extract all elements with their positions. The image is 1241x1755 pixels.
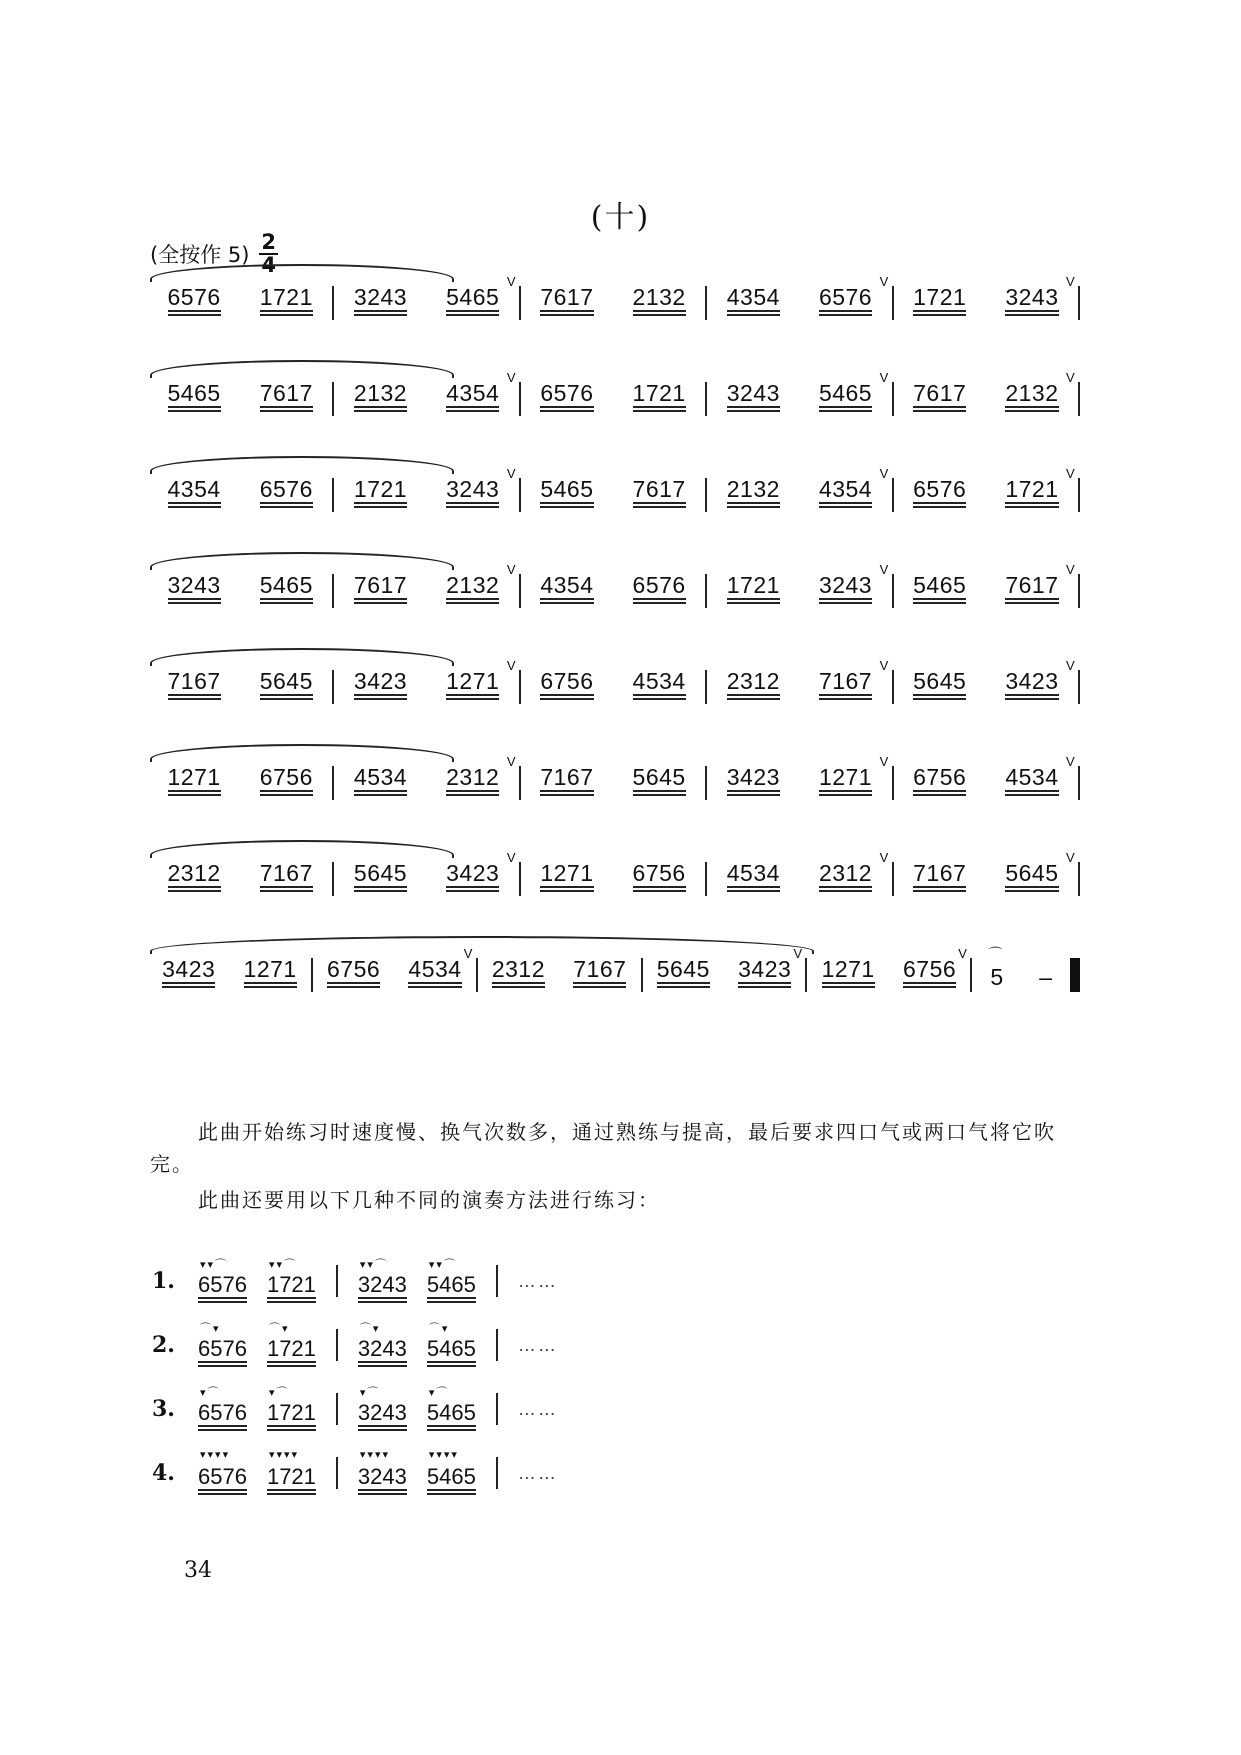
note-group: 4354 (168, 476, 221, 509)
measure (521, 476, 705, 512)
note-group: 3423 (162, 956, 215, 989)
note-group: 3423 (354, 668, 407, 701)
score-row (148, 358, 1080, 428)
note-group: 7167 (913, 860, 966, 893)
measure (894, 860, 1078, 896)
note-group: 1271 (446, 668, 499, 701)
slur-mark (150, 264, 454, 282)
note-group: 7167 (168, 668, 221, 701)
piece-title: (十) (590, 200, 651, 235)
note-group: 6756 (260, 764, 313, 797)
articulation-mark: ⌒▾ (200, 1323, 221, 1335)
measure (707, 860, 891, 896)
note-group: 3243 (727, 380, 780, 413)
barline (496, 1393, 498, 1425)
note-group: 3243 (1005, 284, 1058, 317)
barline (1066, 850, 1080, 896)
slur-mark (150, 552, 454, 570)
fermata-icon: ⌒ (988, 946, 1003, 962)
score-row (148, 454, 1080, 524)
exercise-note-group: ▾▾▾▾ 6576 (198, 1450, 247, 1496)
fingering-note: (全按作 5) (150, 243, 250, 267)
breath-mark: V (506, 850, 516, 865)
measure (521, 860, 705, 896)
exercise-number: 2. (152, 1332, 175, 1358)
note-group: 1271 (168, 764, 221, 797)
articulation-mark: ▾⌒ (359, 1387, 381, 1399)
breath-mark: V (1066, 754, 1075, 769)
note-group: 1271 (244, 956, 297, 989)
exercise-row (152, 1448, 558, 1498)
continuation-ellipsis: …… (517, 1462, 558, 1483)
exercise-number: 1. (152, 1268, 175, 1294)
note-group: 4534 (1005, 764, 1058, 797)
breath-mark: V (506, 562, 516, 577)
breath-mark: V (1066, 370, 1075, 385)
exercise-note-group: ▾▾▾▾ 5465 (427, 1450, 476, 1496)
measure (148, 380, 332, 416)
barline (1066, 658, 1080, 704)
exercise-note-group: ⌒▾ 1721 (267, 1322, 316, 1368)
note-group: 2312 (819, 860, 872, 893)
exercise-note-group: ⌒▾ 3243 (358, 1322, 407, 1368)
hold-dash: – (1039, 964, 1052, 990)
note-group: 6756 (913, 764, 966, 797)
note-group: 4354 (446, 380, 499, 413)
measure (894, 284, 1078, 320)
exercise-row (152, 1384, 558, 1434)
exercise-note-group: ▾▾⌒ 5465 (427, 1258, 476, 1304)
breath-mark: V (463, 946, 473, 961)
measure (894, 572, 1078, 608)
barline (336, 1329, 338, 1361)
note-group: 5645 (1005, 860, 1058, 893)
note-group: 4354 (819, 476, 872, 509)
breath-mark: V (506, 466, 516, 481)
exercise-note-group: ▾⌒ 3243 (358, 1386, 407, 1432)
exercise-number: 4. (152, 1460, 175, 1486)
continuation-ellipsis: …… (517, 1270, 558, 1291)
note-group: 2132 (727, 476, 780, 509)
measure (521, 284, 705, 320)
note-group: 3423 (727, 764, 780, 797)
breath-mark: V (879, 274, 889, 289)
measure (707, 380, 891, 416)
note-group: 5645 (260, 668, 313, 701)
breath-mark: V (1066, 850, 1075, 865)
note-group: 4534 (633, 668, 686, 701)
note-group: 5645 (913, 668, 966, 701)
note-group: 7167 (260, 860, 313, 893)
measure (707, 476, 891, 512)
note-group: 6756 (327, 956, 380, 989)
articulation-mark: ▾▾⌒ (428, 1259, 457, 1271)
note-group: 5645 (633, 764, 686, 797)
measure (334, 380, 518, 416)
measure (894, 764, 1078, 800)
articulation-mark: ▾⌒ (268, 1387, 290, 1399)
note-group: 2132 (354, 380, 407, 413)
articulation-mark: ▾▾⌒ (359, 1259, 388, 1271)
measure (707, 764, 891, 800)
breath-mark: V (879, 658, 889, 673)
score-row (148, 934, 1080, 1004)
instruction-paragraph-1: 此曲开始练习时速度慢、换气次数多，通过熟练与提高，最后要求四口气或两口气将它吹完。 (150, 1120, 1056, 1176)
note-group: 5465 (446, 284, 499, 317)
measure (807, 956, 970, 992)
articulation-mark: ▾▾▾▾ (268, 1449, 300, 1461)
note-group: 2132 (1005, 380, 1058, 413)
note-group: 2312 (727, 668, 780, 701)
articulation-mark: ⌒▾ (428, 1323, 450, 1335)
measure (313, 956, 476, 992)
note-group: 1721 (633, 380, 686, 413)
time-signature-bottom: 4 (261, 253, 277, 277)
barline (1066, 274, 1080, 320)
note-group: 5465 (819, 380, 872, 413)
articulation-mark: ⌒▾ (359, 1323, 381, 1335)
note-group: 1271 (822, 956, 875, 989)
score-row (148, 550, 1080, 620)
slur-mark (150, 936, 814, 954)
exercise-note-group: ▾▾⌒ 1721 (267, 1258, 316, 1304)
measure (148, 668, 332, 704)
final-note: ⌒ 5 (988, 946, 1004, 990)
breath-mark: V (506, 658, 516, 673)
articulation-mark: ▾▾▾▾ (200, 1449, 231, 1461)
exercise-note-group: ▾▾⌒ 3243 (358, 1258, 407, 1304)
barline (336, 1393, 338, 1425)
measure (148, 860, 332, 896)
breath-mark: V (1066, 466, 1075, 481)
measure (894, 668, 1078, 704)
final-measure (972, 946, 1070, 992)
breath-mark: V (506, 274, 516, 289)
measure (334, 284, 518, 320)
breath-mark: V (958, 946, 967, 961)
exercise-row (152, 1256, 558, 1306)
barline (336, 1265, 338, 1297)
note-group: 7617 (913, 380, 966, 413)
note-group: 3243 (354, 284, 407, 317)
measure (148, 572, 332, 608)
measure (334, 668, 518, 704)
note-group: 4534 (354, 764, 407, 797)
measure (148, 284, 332, 320)
measure (334, 860, 518, 896)
note-group: 1271 (540, 860, 593, 893)
note-group: 6756 (540, 668, 593, 701)
note-group: 1721 (354, 476, 407, 509)
measure (521, 380, 705, 416)
articulation-mark: ▾▾▾▾ (359, 1449, 390, 1461)
barline (496, 1457, 498, 1489)
note-group: 3423 (1005, 668, 1058, 701)
note-group: 3243 (168, 572, 221, 605)
note-group: 7617 (260, 380, 313, 413)
note-group: 3243 (819, 572, 872, 605)
note-group: 4354 (727, 284, 780, 317)
note-group: 7617 (354, 572, 407, 605)
time-signature-top: 2 (261, 230, 277, 254)
note-group: 7167 (819, 668, 872, 701)
measure (148, 476, 332, 512)
note-group: 2312 (446, 764, 499, 797)
exercise-note-group: ▾▾⌒ 6576 (198, 1258, 247, 1304)
note-group: 3423 (738, 956, 791, 989)
measure (521, 764, 705, 800)
note-group: 6756 (633, 860, 686, 893)
measure (707, 668, 891, 704)
breath-mark: V (1066, 658, 1075, 673)
exercise-row (152, 1320, 558, 1370)
articulation-mark: ▾⌒ (200, 1387, 221, 1399)
breath-mark: V (879, 754, 889, 769)
note-group: 5465 (168, 380, 221, 413)
breath-mark: V (879, 370, 889, 385)
note-group: 5465 (540, 476, 593, 509)
exercise-note-group: ▾⌒ 1721 (267, 1386, 316, 1432)
exercise-note-group: ▾▾▾▾ 3243 (358, 1450, 407, 1496)
slur-mark (150, 840, 454, 858)
note-group: 3423 (446, 860, 499, 893)
note-group: 5465 (913, 572, 966, 605)
exercise-note-group: ▾▾▾▾ 1721 (267, 1450, 316, 1496)
slur-mark (150, 456, 454, 474)
note-group: 1721 (1005, 476, 1058, 509)
note-group: 4534 (727, 860, 780, 893)
barline (496, 1329, 498, 1361)
exercise-note-group: ▾⌒ 6576 (198, 1386, 247, 1432)
articulation-mark: ▾⌒ (428, 1387, 450, 1399)
barline (1066, 754, 1080, 800)
note-group: 1721 (913, 284, 966, 317)
note-group: 7617 (540, 284, 593, 317)
measure (894, 476, 1078, 512)
measure (334, 764, 518, 800)
final-barline (1070, 958, 1080, 992)
measure (707, 572, 891, 608)
note-group: 5645 (354, 860, 407, 893)
note-group: 6576 (633, 572, 686, 605)
note-group: 7167 (573, 956, 626, 989)
note-group: 1271 (819, 764, 872, 797)
breath-mark: V (793, 946, 803, 961)
note-group: 4354 (540, 572, 593, 605)
note-group: 6576 (540, 380, 593, 413)
exercise-note-group: ⌒▾ 5465 (427, 1322, 476, 1368)
slur-mark (150, 648, 454, 666)
measure (148, 956, 311, 992)
note-group: 6576 (819, 284, 872, 317)
note-group: 6576 (913, 476, 966, 509)
measure (334, 572, 518, 608)
breath-mark: V (879, 562, 889, 577)
breath-mark: V (506, 370, 516, 385)
breath-mark: V (879, 466, 889, 481)
articulation-mark: ▾▾▾▾ (428, 1449, 459, 1461)
note-group: 7617 (633, 476, 686, 509)
instruction-paragraph-2: 此曲还要用以下几种不同的演奏方法进行练习： (198, 1188, 660, 1212)
articulation-mark: ▾▾⌒ (200, 1259, 229, 1271)
articulation-mark: ▾▾⌒ (268, 1259, 297, 1271)
note-group: 7617 (1005, 572, 1058, 605)
note-group: 6756 (903, 956, 956, 989)
note-group: 6576 (260, 476, 313, 509)
measure (707, 284, 891, 320)
score-row (148, 262, 1080, 332)
score-row (148, 838, 1080, 908)
barline (1066, 466, 1080, 512)
slur-mark (150, 360, 454, 378)
measure (643, 956, 806, 992)
barline (496, 1265, 498, 1297)
note-group: 7167 (540, 764, 593, 797)
note-group: 1721 (260, 284, 313, 317)
note-group: 2312 (492, 956, 545, 989)
exercise-number: 3. (152, 1396, 175, 1422)
note-group: 5465 (260, 572, 313, 605)
measure (894, 380, 1078, 416)
measure (478, 956, 641, 992)
articulation-mark: ⌒▾ (268, 1323, 290, 1335)
measure (521, 572, 705, 608)
note-group: 5645 (657, 956, 710, 989)
exercise-note-group: ▾⌒ 5465 (427, 1386, 476, 1432)
breath-mark: V (879, 850, 889, 865)
score-row (148, 742, 1080, 812)
breath-mark: V (506, 754, 516, 769)
score-row (148, 646, 1080, 716)
measure (521, 668, 705, 704)
note-group: 2132 (446, 572, 499, 605)
barline (1066, 370, 1080, 416)
breath-mark: V (1066, 274, 1075, 289)
note-group: 4534 (408, 956, 461, 989)
barline (1066, 562, 1080, 608)
measure (334, 476, 518, 512)
continuation-ellipsis: …… (517, 1334, 558, 1355)
note-group: 3243 (446, 476, 499, 509)
note-group: 1721 (727, 572, 780, 605)
measure (148, 764, 332, 800)
page-number: 34 (184, 1558, 212, 1583)
exercise-note-group: ⌒▾ 6576 (198, 1322, 247, 1368)
note-group: 2132 (633, 284, 686, 317)
note-group: 6576 (168, 284, 221, 317)
barline (336, 1457, 338, 1489)
breath-mark: V (1066, 562, 1075, 577)
note-group: 2312 (168, 860, 221, 893)
slur-mark (150, 744, 454, 762)
continuation-ellipsis: …… (517, 1398, 558, 1419)
